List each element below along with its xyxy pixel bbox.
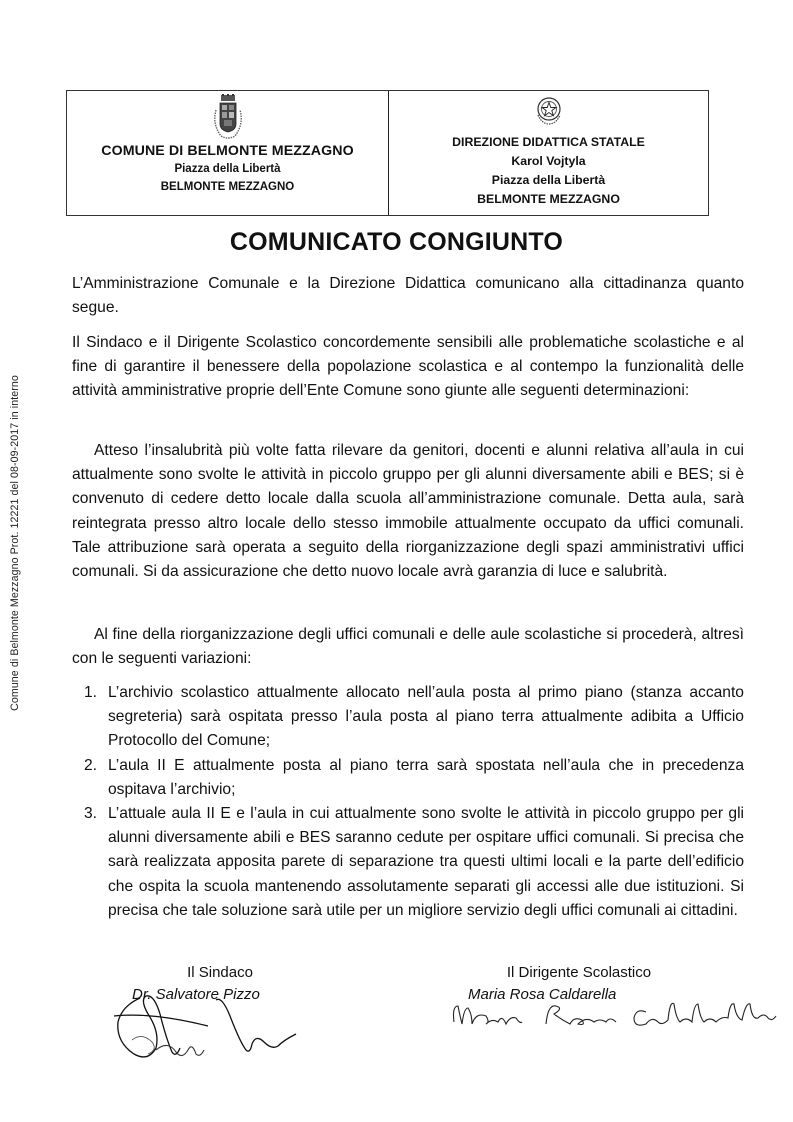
- list-item-text: L’aula II E attualmente posta al piano terra sarà spostata nell’aula che in precedenza ospitava l’archivio;: [108, 756, 744, 798]
- list-item-text: L’attuale aula II E e l’aula in cui attualmente sono svolte le attività in piccolo gruppo per gli alunni diversamente abili e BES saranno cedute per ospitare uffici comunali. Si precisa che sarà realizzata apposita parete di separazione tra questi ultimi locali e la parte dell’edificio che ospita la scuola mantenendo assolutamente separati gli accessi alle due istituzioni. Si precisa che tale soluzione sarà utile per un migliore servizio degli uffici comunali ai cittadini.: [108, 805, 744, 919]
- letterhead-school: [389, 91, 708, 215]
- list-item: [84, 754, 744, 802]
- letterhead-comune: [67, 91, 389, 215]
- handwritten-signature-sindaco: [112, 992, 312, 1064]
- comune-coat-of-arms-icon: [205, 94, 251, 142]
- comune-city: BELMONTE MEZZAGNO: [160, 181, 295, 193]
- signature-name: Dr. Salvatore Pizzo: [132, 986, 260, 1003]
- comune-name: COMUNE DI BELMONTE MEZZAGNO: [101, 143, 354, 159]
- protocol-stamp: [8, 355, 22, 731]
- list-item-number: 2.: [84, 756, 98, 774]
- document-title: COMUNICATO CONGIUNTO: [229, 228, 564, 256]
- signature-role: Il Sindaco: [187, 964, 253, 981]
- signature-role: Il Dirigente Scolastico: [506, 964, 652, 981]
- reorganization-paragraph: Al fine della riorganizzazione degli uffici comunali e delle aule scolastiche si procederà, altresì con le seguenti variazioni:: [72, 626, 744, 668]
- school-address: Piazza della Libertà: [491, 173, 606, 187]
- list-item-text: L’archivio scolastico attualmente allocato nell’aula posta al primo piano (stanza accanto segreteria) sarà ospitata presso l’aula posta al piano terra attualmente adibita a Ufficio Protocollo del Comune;: [108, 684, 744, 750]
- list-item-number: 3.: [84, 805, 98, 823]
- list-item: [84, 802, 744, 923]
- comune-address: Piazza della Libertà: [174, 163, 281, 175]
- school-institution: DIREZIONE DIDATTICA STATALE: [452, 135, 645, 149]
- list-item: [84, 681, 744, 754]
- school-name: Karol Vojtyla: [511, 154, 586, 168]
- list-item-number: 1.: [84, 684, 98, 701]
- protocol-stamp-text: Comune di Belmonte Mezzagno Prot. 12221 del 08-09-2017 in interno: [9, 375, 21, 711]
- intro-paragraph: L’Amministrazione Comunale e la Direzione Didattica comunicano alla cittadinanza quanto segue.: [72, 275, 744, 317]
- determination-paragraph: Il Sindaco e il Dirigente Scolastico concordemente sensibili alle problematiche scolastiche e al fine di garantire il benessere della popolazione scolastica e al contempo la funzionalità delle attività amministrative proprie dell’Ente Comune sono giunte alle seguenti determinazioni:: [72, 334, 744, 400]
- italian-republic-emblem-icon: [532, 93, 566, 127]
- handwritten-signature-dirigente: [446, 994, 786, 1034]
- classroom-paragraph: Atteso l’insalubrità più volte fatta rilevare da genitori, docenti e alunni relativa all’aula in cui attualmente sono svolte le attività in piccolo gruppo per gli alunni diversamente abili e BES; si è convenuto di cedere detto locale dalla scuola all’amministrazione comunale. Detta aula, sarà reintegrata presso altro locale dello stesso immobile attualmente occupato da uffici comunali. Tale attribuzione sarà operata a seguito della riorganizzazione degli spazi amministrativi uffici comunali. Si da assicurazione che detto nuovo locale avrà garanzia di luce e salubrità.: [72, 442, 744, 581]
- school-city: BELMONTE MEZZAGNO: [477, 192, 620, 206]
- variations-list: [84, 681, 744, 923]
- signature-name: Maria Rosa Caldarella: [468, 986, 617, 1003]
- letterhead: [66, 90, 709, 216]
